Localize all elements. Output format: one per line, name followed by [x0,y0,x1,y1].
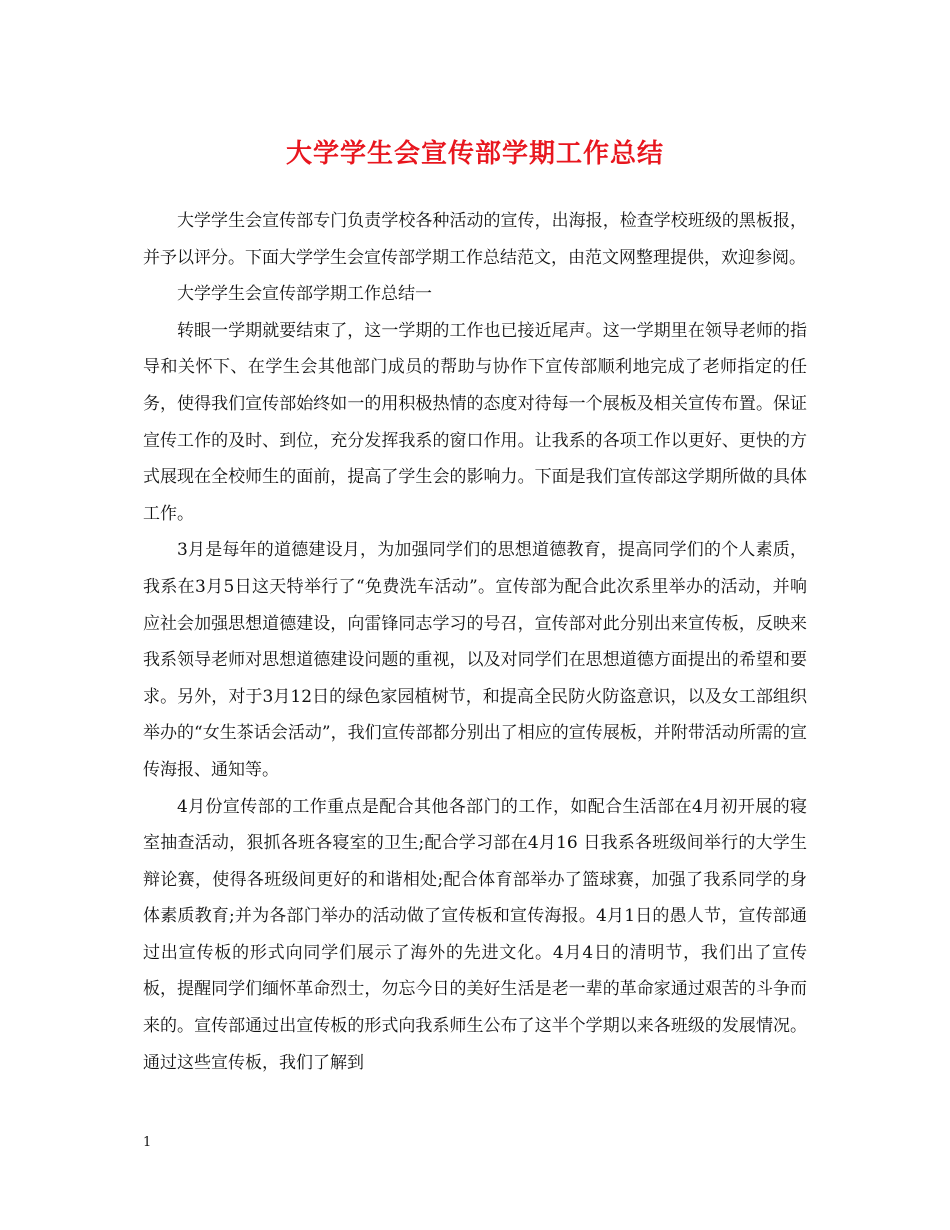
document-title: 大学学生会宣传部学期工作总结 [285,139,664,169]
paragraph-march: 3月是每年的道德建设月，为加强同学们的思想道德教育，提高同学们的个人素质，我系在3月5日这天特举行了“免费洗车活动”。宣传部为配合此次系里举办的活动，并响应社会加强思想道德建设，向雷锋同志学习的号召，宣传部对此分别出来宣传板，反映来我系领导老师对思想道德建设问题的重视，以及对同学们在思想道德方面提出的希望和要求。另外，对于3月12日的绿色家园植树节，和提高全民防火防盗意识，以及女工部组织举办的“女生茶话会活动”，我们宣传部都分别出了相应的宣传展板，并附带活动所需的宣传海报、通知等。 [143,540,807,780]
paragraph-overview: 转眼一学期就要结束了，这一学期的工作也已接近尾声。这一学期里在领导老师的指导和关怀下、在学生会其他部门成员的帮助与协作下宣传部顺利地完成了老师指定的任务，使得我们宣传部始终如一的用积极热情的态度对待每一个展板及相关宣传布置。保证宣传工作的及时、到位，充分发挥我系的窗口作用。让我系的各项工作以更好、更快的方式展现在全校师生的面前，提高了学生会的影响力。下面是我们宣传部这学期所做的具体工作。 [143,320,807,524]
document-body [143,203,807,1081]
paragraph-intro: 大学学生会宣传部专门负责学校各种活动的宣传，出海报，检查学校班级的黑板报，并予以评分。下面大学学生会宣传部学期工作总结范文，由范文网整理提供，欢迎参阅。 [143,211,807,268]
paragraph-subheading: 大学学生会宣传部学期工作总结一 [177,284,432,305]
page-number: 1 [143,1135,152,1150]
paragraph-april: 4月份宣传部的工作重点是配合其他各部门的工作，如配合生活部在4月初开展的寝室抽查活动，狠抓各班各寝室的卫生;配合学习部在4月16 日我系各班级间举行的大学生辩论赛，使得各班级间更好的和谐相处;配合体育部举办了篮球赛，加强了我系同学的身体素质教育;并为各部门举办的活动做了宣传板和宣传海报。4月1日的愚人节，宣传部通过出宣传板的形式向同学们展示了海外的先进文化。4月4日的清明节，我们出了宣传板，提醒同学们缅怀革命烈士，勿忘今日的美好生活是老一辈的革命家通过艰苦的斗争而来的。宣传部通过出宣传板的形式向我系师生公布了这半个学期以来各班级的发展情况。通过这些宣传板，我们了解到 [143,796,807,1073]
